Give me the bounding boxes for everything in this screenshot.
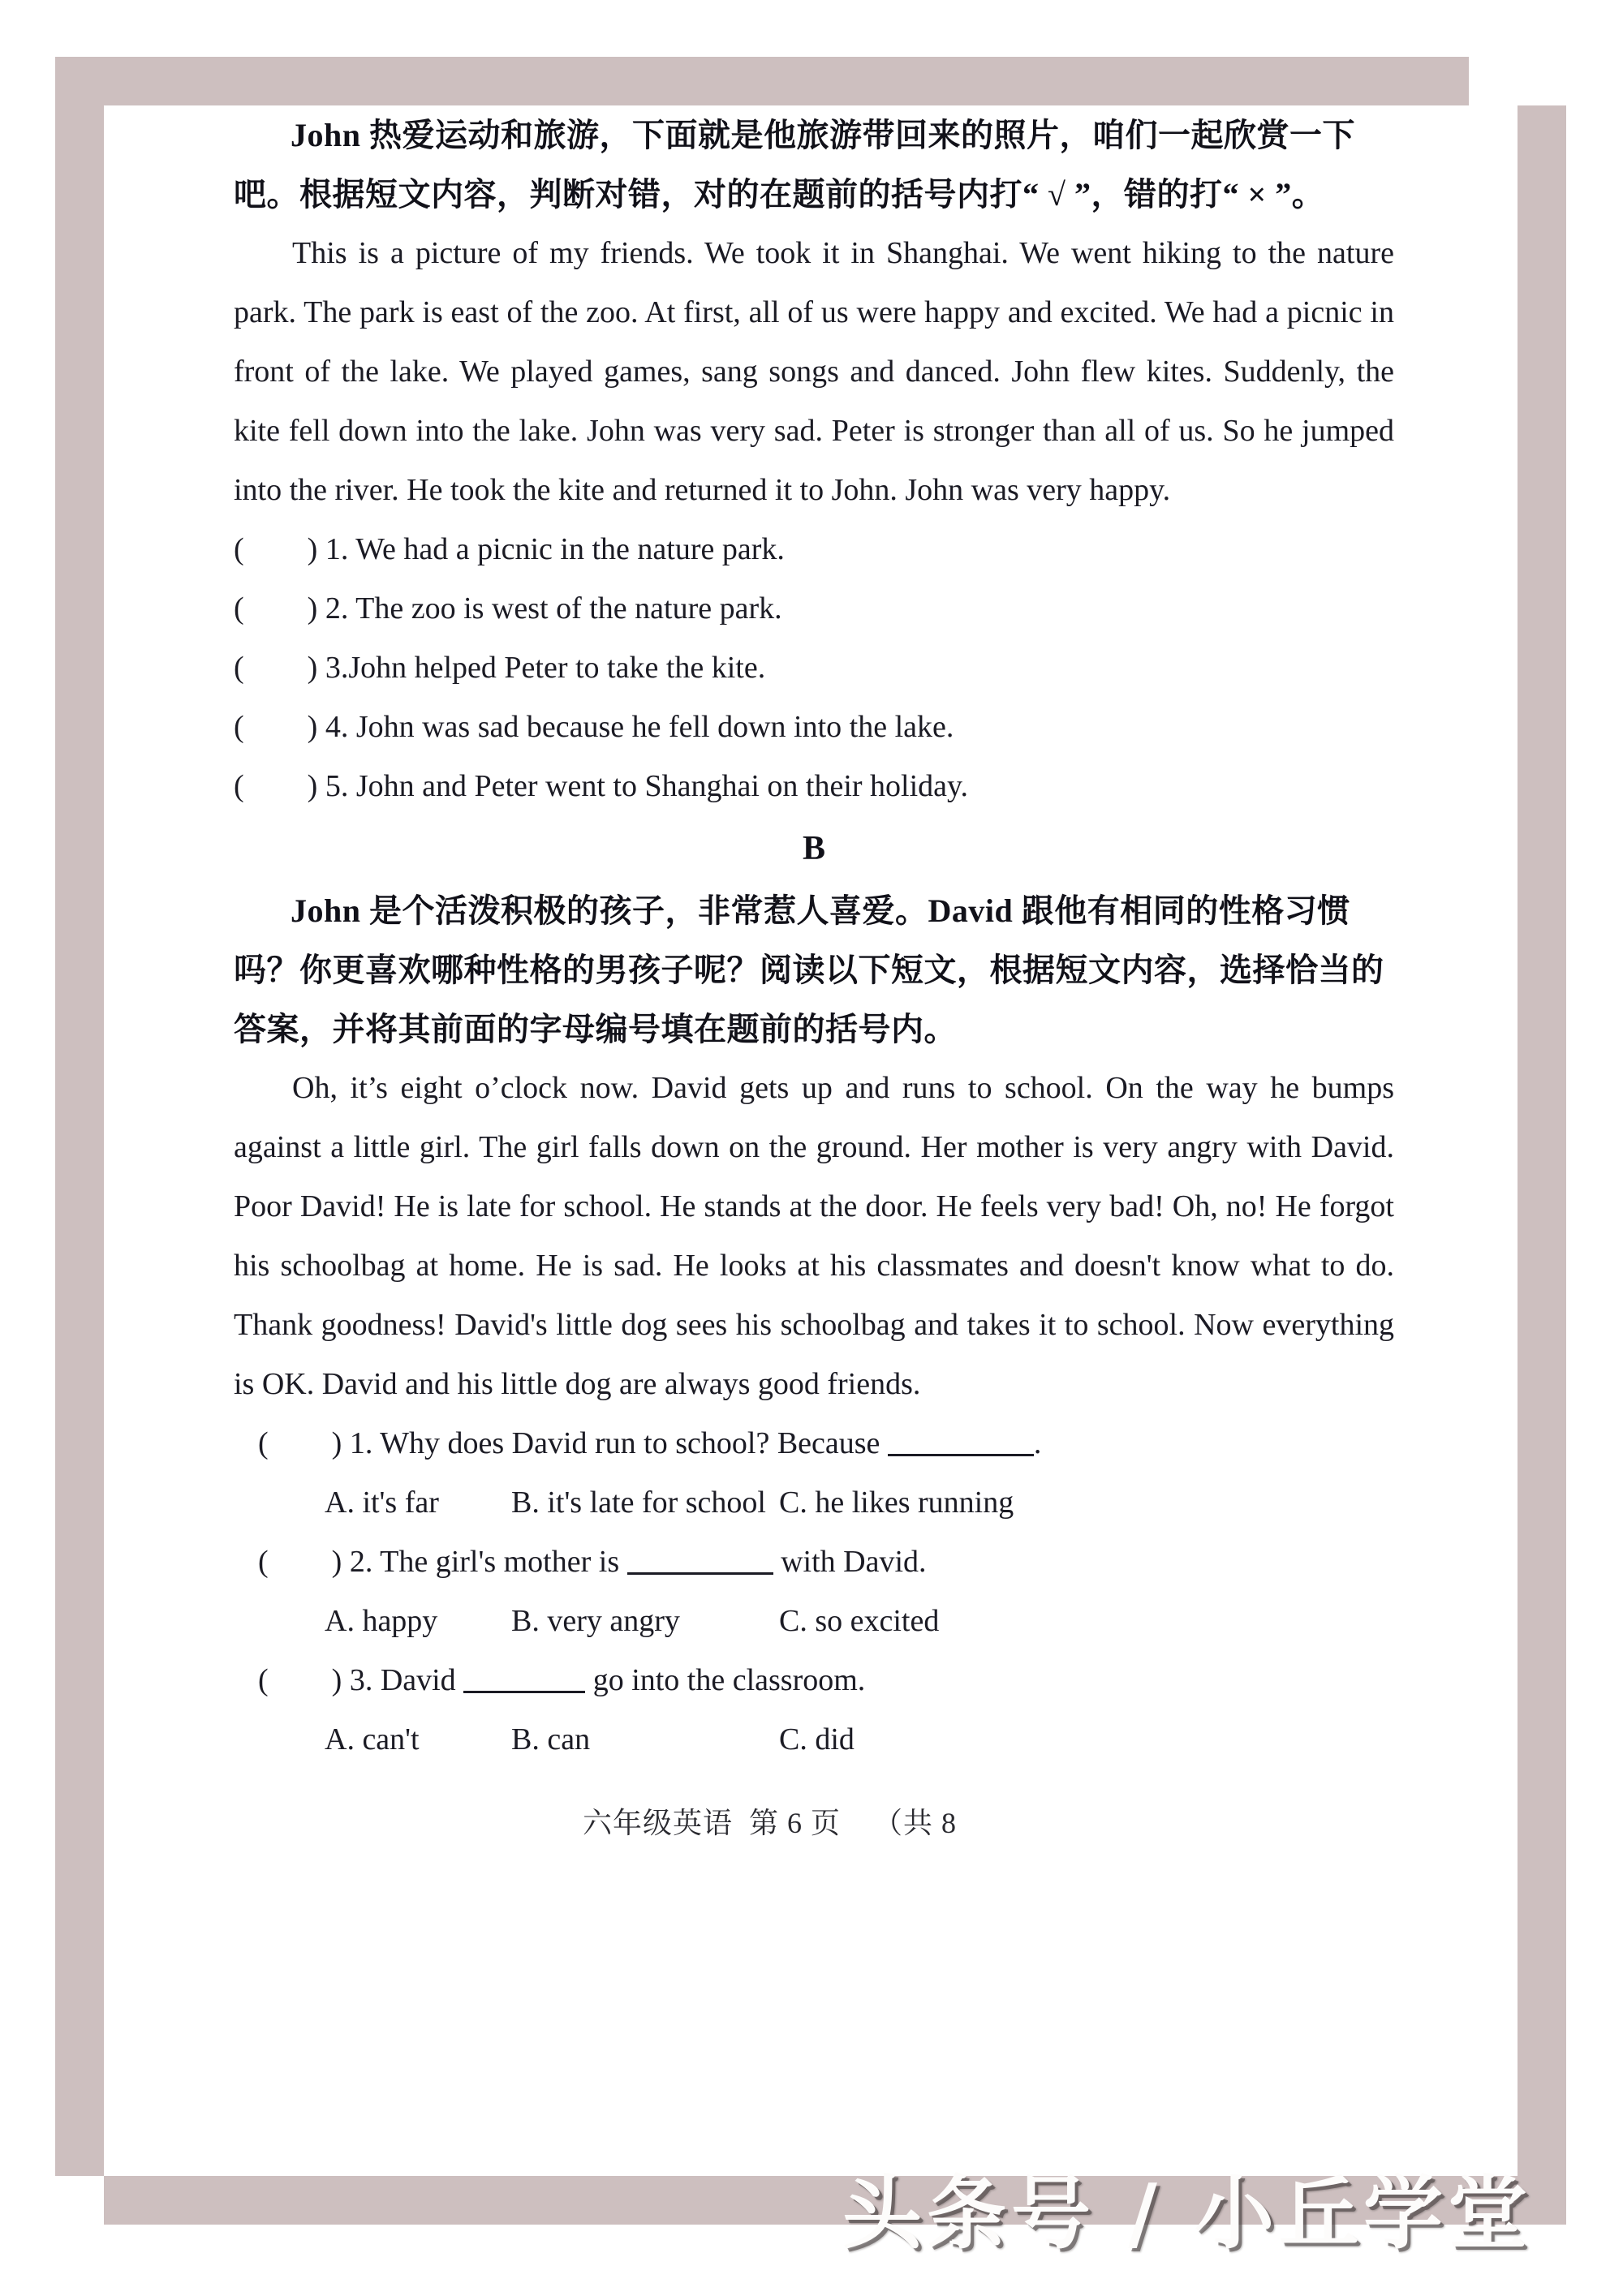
answer-bracket-open: (: [234, 769, 244, 803]
question-stem: David: [380, 1663, 464, 1697]
fill-in-blank[interactable]: [888, 1454, 1034, 1456]
section-a-question-list: [234, 520, 1394, 816]
question-stem-end: go into the classroom.: [585, 1663, 866, 1697]
question-number: 1.: [349, 1426, 373, 1460]
exam-page-sheet: [104, 105, 1518, 2176]
question-stem-end: with David.: [773, 1545, 927, 1579]
question-text: John helped Peter to take the kite.: [348, 651, 766, 685]
question-text: We had a picnic in the nature park.: [355, 532, 785, 566]
answer-bracket-open: (: [234, 651, 244, 685]
question-stem-end: .: [1033, 1426, 1042, 1460]
section-b-instruction: John 是个活泼积极的孩子，非常惹人喜爱。David 跟他有相同的性格习惯吗？你更喜欢哪种性格的男孩子呢？阅读以下短文，根据短文内容，选择恰当的答案，并将其前面的字母编号填在题前的括号内。: [234, 892, 1384, 1047]
question-number: 4.: [325, 710, 349, 744]
page-frame-right: [1518, 105, 1566, 2225]
answer-bracket-close: ): [307, 769, 318, 803]
answer-bracket-open: (: [258, 1545, 269, 1579]
answer-bracket-open: (: [234, 532, 244, 566]
question-item: [234, 757, 1394, 816]
section-a-instruction: John 热爱运动和旅游，下面就是他旅游带回来的照片，咱们一起欣赏一下吧。根据短文内容，判断对错，对的在题前的括号内打“ √ ”，错的打“ × ”。: [234, 117, 1355, 213]
option-b[interactable]: B. it's late for school: [511, 1486, 766, 1520]
answer-bracket-close: ): [331, 1663, 342, 1697]
fill-in-blank[interactable]: [627, 1572, 773, 1575]
question-text: The zoo is west of the nature park.: [355, 591, 782, 626]
option-a[interactable]: A. happy: [325, 1604, 438, 1638]
section-b-passage: Oh, it’s eight o’clock now. David gets up and runs to school. On the way he bumps against a little girl. The girl falls down on the ground. Her mother is very angry with David. Poor David! He is late for school. He stands at the door. He feels very bad! Oh, no! He forgot his schoolbag at home. He is sad. He looks at his classmates and doesn't know what to do. Thank goodness! David's little dog sees his schoolbag and takes it to school. Now everything is OK. David and his little dog are always good friends.: [234, 1071, 1394, 1401]
question-number: 1.: [325, 532, 349, 566]
option-a[interactable]: A. can't: [325, 1722, 420, 1756]
question-item: [234, 1651, 1394, 1710]
question-item: [234, 579, 1394, 638]
answer-bracket-close: ): [307, 532, 318, 566]
option-b[interactable]: B. can: [511, 1722, 591, 1756]
question-text: John was sad because he fell down into the lake.: [355, 710, 954, 744]
exam-content-column: [234, 105, 1394, 1769]
question-item: [234, 698, 1394, 757]
option-c[interactable]: C. so excited: [779, 1604, 940, 1638]
option-row: [234, 1710, 1394, 1769]
question-item: [234, 520, 1394, 579]
option-row: [234, 1473, 1394, 1533]
question-stem: Why does David run to school? Because: [380, 1426, 888, 1460]
page-frame-left: [55, 57, 104, 2176]
answer-bracket-open: (: [258, 1663, 269, 1697]
option-b[interactable]: B. very angry: [511, 1604, 680, 1638]
option-c[interactable]: C. he likes running: [779, 1486, 1014, 1520]
question-number: 2.: [349, 1545, 373, 1579]
section-b-question-list: [234, 1414, 1394, 1769]
answer-bracket-open: (: [258, 1426, 269, 1460]
option-row: [234, 1592, 1394, 1651]
answer-bracket-close: ): [331, 1545, 342, 1579]
question-item: [234, 638, 1394, 698]
page-frame-top: [55, 57, 1469, 105]
question-stem: The girl's mother is: [380, 1545, 627, 1579]
question-number: 2.: [325, 591, 349, 626]
answer-bracket-close: ): [307, 710, 318, 744]
watermark: 头条号 / 小丘学堂: [842, 2168, 1533, 2260]
answer-bracket-open: (: [234, 710, 244, 744]
section-b-letter: B: [802, 830, 825, 867]
answer-bracket-close: ): [307, 651, 318, 685]
question-text: John and Peter went to Shanghai on their holiday.: [355, 769, 969, 803]
question-item: [234, 1414, 1394, 1473]
answer-bracket-open: (: [234, 591, 244, 626]
option-c[interactable]: C. did: [779, 1722, 855, 1756]
section-a-passage: This is a picture of my friends. We took it in Shanghai. We went hiking to the nature park. The park is east of the zoo. At first, all of us were happy and excited. We had a picnic in front of the lake. We played games, sang songs and danced. John flew kites. Suddenly, the kite fell down into the lake. John was very sad. Peter is stronger than all of us. So he jumped into the river. He took the kite and returned it to John. John was very happy.: [234, 236, 1394, 507]
answer-bracket-close: ): [307, 591, 318, 626]
fill-in-blank[interactable]: [463, 1691, 585, 1693]
question-item: [234, 1533, 1394, 1592]
option-a[interactable]: A. it's far: [325, 1486, 439, 1520]
answer-bracket-close: ): [331, 1426, 342, 1460]
question-number: 5.: [325, 769, 349, 803]
question-number: 3.: [349, 1663, 373, 1697]
exam-page-footer: 六年级英语 第 6 页 （共 8: [583, 1807, 958, 1839]
question-number: 3.: [325, 651, 349, 685]
